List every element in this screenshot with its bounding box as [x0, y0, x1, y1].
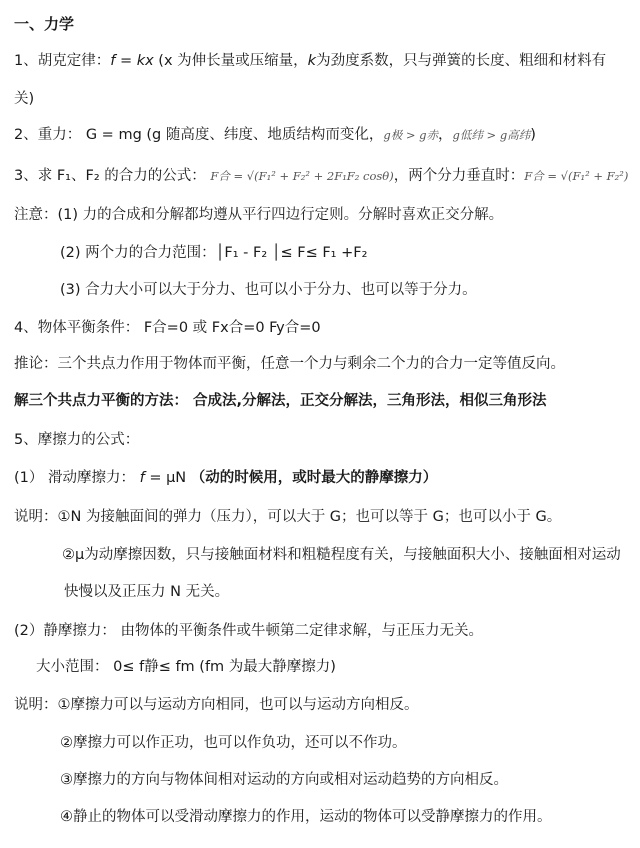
hooke-kx: kx [136, 53, 154, 69]
note-1: 注意：(1) 力的合成和分解都均遵从平行四边行定则。分解时喜欢正交分解。 [14, 207, 504, 223]
hooke-note-cont: 关) [14, 91, 35, 107]
gravity-text: 2、重力： G = mg (g 随高度、纬度、地质结构而变化， [14, 127, 384, 143]
note-2: (2) 两个力的合力范围：│F₁ - F₂ │≤ F≤ F₁ +F₂ [60, 245, 368, 261]
sliding-f: f [139, 470, 145, 486]
hooke-eq: = [115, 53, 137, 69]
gravity-close: ) [530, 127, 536, 143]
equilibrium-line: 4、物体平衡条件： F合=0 或 Fx合=0 Fy合=0 [14, 320, 321, 336]
hooke-note-a: (x 为伸长量或压缩量， [153, 53, 308, 69]
note-3: (3) 合力大小可以大于分力、也可以小于分力、也可以等于分力。 [60, 282, 477, 298]
sliding-friction-line [14, 468, 437, 488]
gravity-formula-a: g极 > g赤 [383, 128, 439, 142]
hooke-law-line [14, 51, 606, 71]
hooke-note-b: 为劲度系数，只与弹簧的长度、粗细和材料有 [316, 53, 607, 69]
resultant-label: 3、求 F₁、F₂ 的合力的公式： [14, 168, 206, 184]
hooke-f: f [110, 53, 116, 69]
resultant-formula: F合 = √(F₁² + F₂² + 2F₁F₂ cosθ) [210, 169, 394, 183]
static-range-line: 大小范围： 0≤ f静≤ fm (fm 为最大静摩擦力) [36, 659, 336, 675]
gravity-line [14, 125, 536, 145]
resultant-line [14, 166, 628, 186]
friction-title: 5、摩擦力的公式： [14, 432, 140, 448]
hooke-k: k [307, 53, 317, 69]
resultant-mid: ，两个分力垂直时： [393, 168, 525, 184]
section-title: 一、力学 [14, 15, 75, 33]
static-explain-2: ②摩擦力可以作正功，也可以作负功，还可以不作功。 [60, 735, 407, 751]
static-explain-3: ③摩擦力的方向与物体间相对运动的方向或相对运动趋势的方向相反。 [60, 772, 508, 788]
method-line: 解三个共点力平衡的方法： 合成法,分解法，正交分解法，三角形法，相似三角形法 [14, 393, 547, 409]
explain-3: 快慢以及正压力 N 无关。 [64, 584, 230, 600]
gravity-sep: ， [438, 127, 453, 143]
sliding-formula: = μN [144, 470, 191, 486]
sliding-label: (1） 滑动摩擦力： [14, 470, 140, 486]
static-explain-1: 说明：①摩擦力可以与运动方向相同，也可以与运动方向相反。 [14, 697, 419, 713]
static-explain-4: ④静止的物体可以受滑动摩擦力的作用，运动的物体可以受静摩擦力的作用。 [60, 809, 552, 825]
sliding-note: （动的时候用，或时最大的静摩擦力） [190, 470, 438, 486]
explain-2: ②μ为动摩擦因数，只与接触面材料和粗糙程度有关，与接触面积大小、接触面相对运动 [62, 547, 621, 563]
corollary-line: 推论：三个共点力作用于物体而平衡，任意一个力与剩余二个力的合力一定等值反向。 [14, 356, 565, 372]
explain-1: 说明：①N 为接触面间的弹力（压力），可以大于 G；也可以等于 G；也可以小于 G。 [14, 509, 562, 525]
resultant-formula-perp: F合 = √(F₁² + F₂²) [524, 169, 629, 183]
hooke-label: 1、胡克定律： [14, 53, 111, 69]
static-friction-line: (2）静摩擦力： 由物体的平衡条件或牛顿第二定律求解，与正压力无关。 [14, 623, 483, 639]
gravity-formula-b: g低纬 > g高纬 [452, 128, 531, 142]
